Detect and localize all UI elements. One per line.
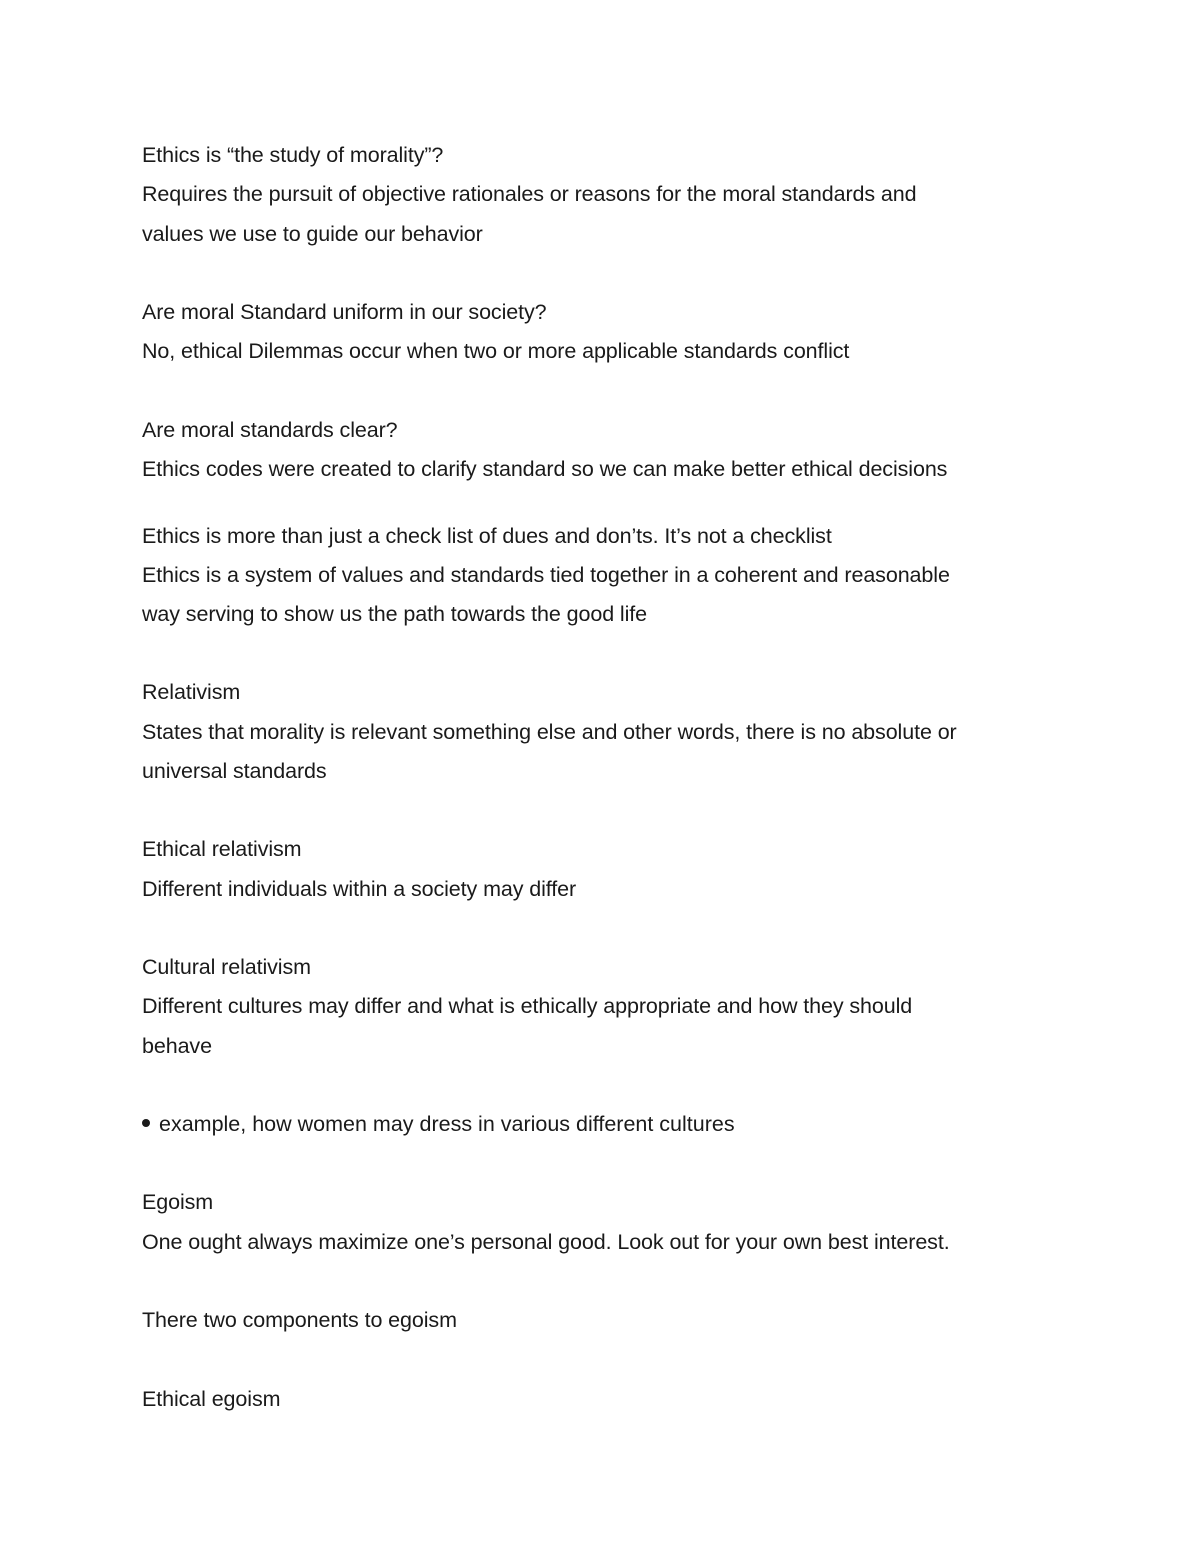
text-line: There two components to egoism: [142, 1308, 457, 1332]
text-line: Ethics is a system of values and standards tied together in a coherent and reasonable: [142, 563, 950, 587]
text-line: Different individuals within a society may differ: [142, 877, 577, 901]
text-line: States that morality is relevant something else and other words, there is no absolute or: [142, 720, 957, 744]
text-line: Requires the pursuit of objective rationales or reasons for the moral standards and: [142, 182, 917, 206]
text-line: Ethics is “the study of morality”?: [142, 143, 444, 167]
text-line: No, ethical Dilemmas occur when two or more applicable standards conflict: [142, 339, 850, 363]
text-line: Ethics is more than just a check list of dues and don’ts. It’s not a checklist: [142, 524, 832, 548]
text-line: Are moral standards clear?: [142, 418, 398, 442]
text-line: way serving to show us the path towards the good life: [142, 602, 648, 626]
text-line: behave: [142, 1034, 212, 1058]
bullet-icon: [142, 1119, 150, 1127]
text-line: Are moral Standard uniform in our society?: [142, 300, 547, 324]
text-line: Relativism: [142, 680, 241, 704]
bullet-list-item: [142, 1110, 1082, 1138]
text-line: values we use to guide our behavior: [142, 222, 483, 246]
text-line: Ethics codes were created to clarify standard so we can make better ethical decisions: [142, 457, 948, 481]
text-line: Ethical relativism: [142, 837, 302, 861]
text-line: Egoism: [142, 1190, 214, 1214]
text-line: Cultural relativism: [142, 955, 311, 979]
text-line: Ethical egoism: [142, 1387, 281, 1411]
text-line: Different cultures may differ and what is ethically appropriate and how they should: [142, 994, 913, 1018]
text-line: universal standards: [142, 759, 327, 783]
text-line: One ought always maximize one’s personal good. Look out for your own best interest.: [142, 1230, 950, 1254]
bullet-text: example, how women may dress in various different cultures: [159, 1112, 735, 1136]
